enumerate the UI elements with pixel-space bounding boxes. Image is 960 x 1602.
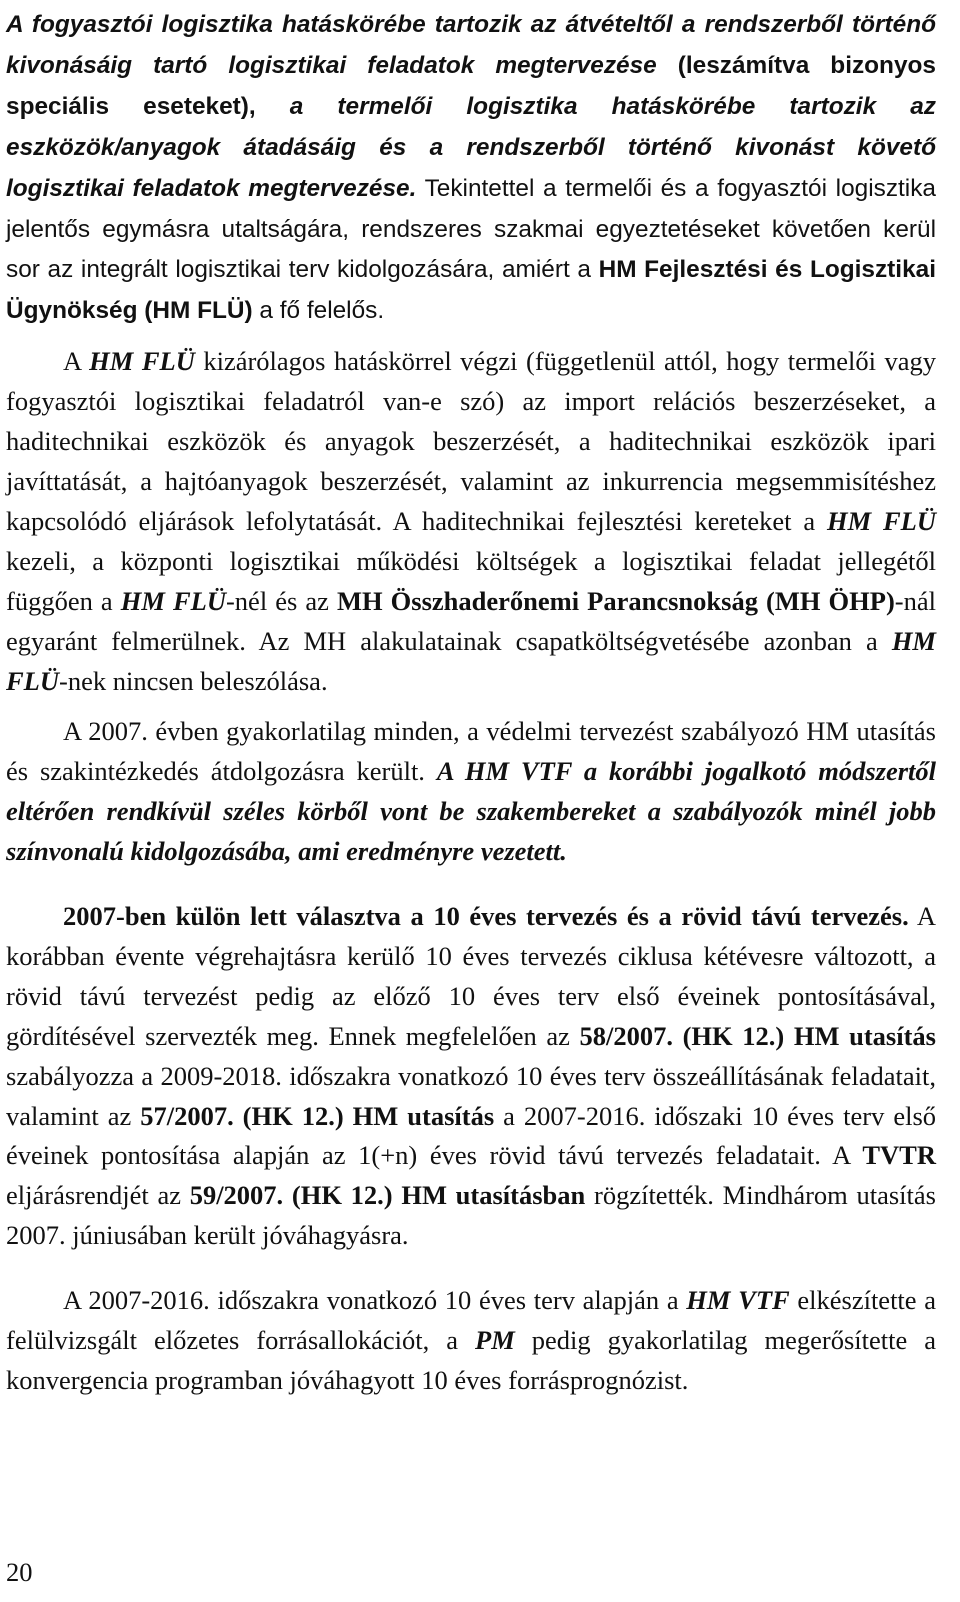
para5-hm-vtf: HM VTF: [686, 1285, 790, 1316]
para3-text: A 2007. évben gyakorlatilag minden, a védelmi tervezést szabályozó HM utasítás és szakintézkedés átdolgozásra került.: [6, 716, 936, 787]
para4-text-1: A korábban évente végrehajtásra kerülő 10 éves tervezés ciklusa kétévesre változott, a rövid távú tervezést pedig az előző 10 éves terv első éveinek pontosításával, gördítésével szervezték meg. Ennek megfelelően az: [6, 901, 936, 1051]
para4-directive-57: 57/2007. (HK 12.) HM utasítás: [140, 1100, 495, 1131]
paragraph-logistics-scope: [6, 4, 936, 331]
paragraph-allocation: [6, 1281, 936, 1401]
para1-emphasis-consumer: A fogyasztói logisztika hatáskörébe tartozik az átvételtől a rendszerből történő kivonásáig tartó logisztikai feladatok megtervezése: [6, 11, 936, 79]
para4-text-5: rögzítették. Mindhárom utasítás 2007. júniusában került jóváhagyásra.: [6, 1180, 936, 1251]
document-page: [6, 4, 936, 1401]
para5-text-1: A 2007-2016. időszakra vonatkozó 10 éves terv alapján a: [63, 1285, 687, 1316]
para1-bold-exception: (leszámítva bizonyos speciális eseteket),: [6, 51, 936, 120]
para4-bold-heading: 2007-ben külön lett választva a 10 éves tervezés és a rövid távú tervezés.: [63, 901, 909, 932]
para2-text-2: kizárólagos hatáskörrel végzi (függetlenül attól, hogy termelői vagy fogyasztói logisztikai feladatról van-e szó) az import relációs beszerzéseket, a haditechnikai eszközök és anyagok beszerzését, a haditechnikai eszközök ipari javíttatását, a hajtóanyagok beszerzését, valamint az inkurrencia megsemmisítéshez kapcsolódó eljárások lefolytatását. A haditechnikai fejlesztési kereteket a: [6, 346, 936, 536]
page-number: 20: [6, 1557, 33, 1587]
para4-text-3: a 2007-2016. időszaki 10 éves terv első éveinek pontosítása alapján az 1(+n) éves rövid távú tervezés feladatait. A: [6, 1100, 937, 1171]
para2-text-4: -nél és az: [225, 585, 337, 616]
para2-mh-ohp: MH Összhaderőnemi Parancsnokság (MH ÖHP): [336, 585, 895, 616]
paragraph-hm-flu: [6, 342, 936, 701]
paragraph-planning-split: [6, 897, 936, 1256]
para4-tvtr: TVTR: [862, 1140, 936, 1171]
para4-directive-59: 59/2007. (HK 12.) HM utasításban: [189, 1180, 586, 1211]
para2-hm-flu-1: HM FLÜ: [89, 346, 195, 377]
para1-text-end: a fő felelős.: [252, 297, 385, 325]
para2-hm-flu-3: HM FLÜ: [120, 585, 226, 616]
para3-emphasis: A HM VTF a korábbi jogalkotó módszertől eltérően rendkívül széles körből vont be szakembereket a szabályozók minél jobb színvonalú kidolgozásába, ami eredményre vezetett.: [6, 756, 936, 867]
para1-text: Tekintettel a termelői és a fogyasztói logisztika jelentős egymásra utaltságára, rendszeres szakmai egyeztetéseket követően kerül sor az integrált logisztikai terv kidolgozására, amiért a: [6, 174, 936, 284]
para4-text-2: szabályozza a 2009-2018. időszakra vonatkozó 10 éves terv összeállításának feladatait, valamint az: [6, 1060, 936, 1131]
para5-pm: PM: [475, 1325, 515, 1356]
para2-text-6: -nek nincsen beleszólása.: [59, 665, 328, 696]
para1-emphasis-producer: a termelői logisztika hatáskörébe tartozik az eszközök/anyagok átadásáig és a rendszerből történő kivonást követő logisztikai feladatok megtervezése.: [6, 92, 936, 202]
paragraph-2007-revision: [6, 712, 936, 872]
para2-text-5: -nál egyaránt felmerülnek. Az MH alakulatainak csapatköltségvetésébe azonban a: [6, 585, 936, 656]
para4-text-4: eljárásrendjét az: [6, 1180, 190, 1211]
para1-agency-name: HM Fejlesztési és Logisztikai Ügynökség (HM FLÜ): [6, 256, 936, 325]
para2-text-1: A: [63, 346, 90, 377]
para2-text-3: kezeli, a központi logisztikai működési költségek a logisztikai feladat jellegétől függően a: [6, 545, 936, 616]
para4-directive-58: 58/2007. (HK 12.) HM utasítás: [579, 1020, 936, 1051]
para2-hm-flu-2: HM FLÜ: [826, 505, 936, 536]
para2-hm-flu-4: HM FLÜ: [6, 625, 936, 696]
para5-text-2: elkészítette a felülvizsgált előzetes forrásallokációt, a: [6, 1285, 937, 1356]
para5-text-3: pedig gyakorlatilag megerősítette a konvergencia programban jóváhagyott 10 éves forrásprognózist.: [6, 1325, 936, 1395]
